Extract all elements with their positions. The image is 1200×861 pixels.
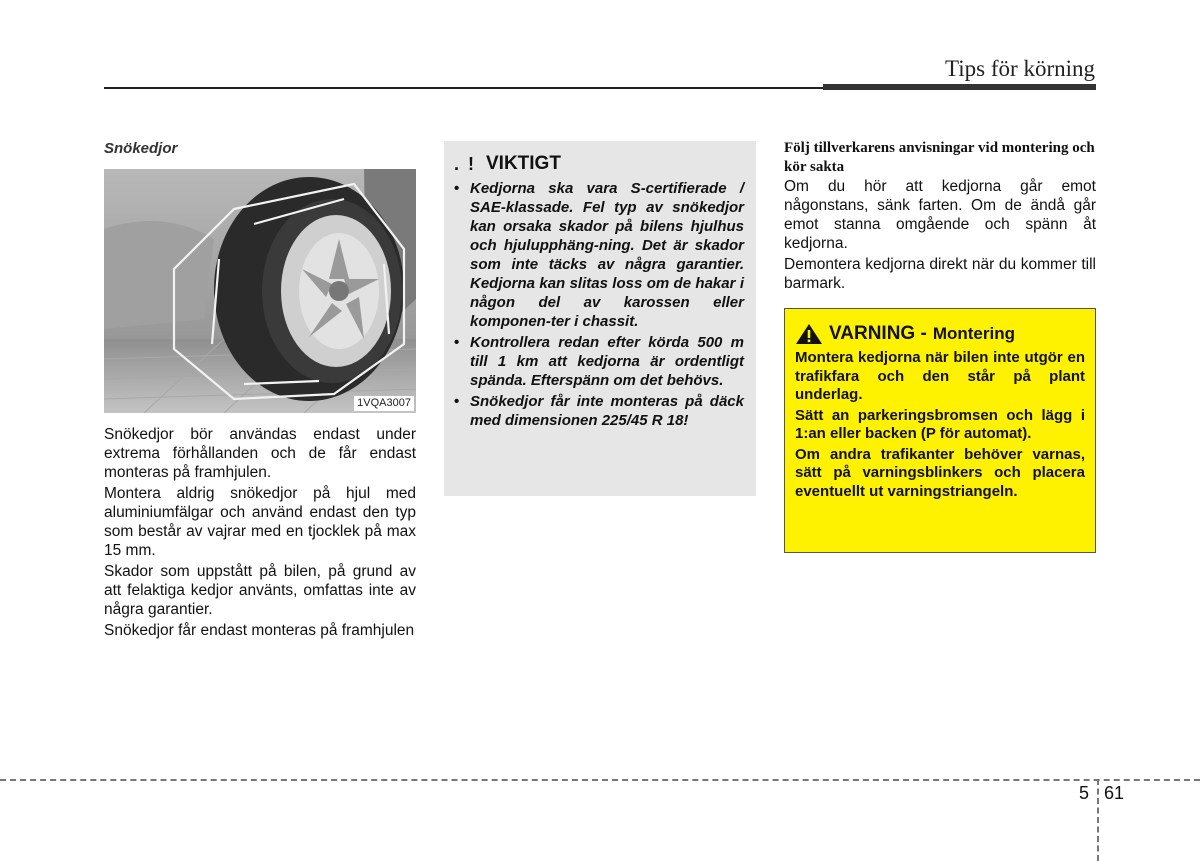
exclamation-icon: . ! — [454, 153, 476, 174]
important-notice-list — [454, 179, 744, 430]
tire-with-chain-illustration — [104, 169, 416, 413]
important-notice-title: VIKTIGT — [486, 153, 561, 174]
page-number: 61 — [1104, 783, 1125, 803]
footer-dashed-rule — [0, 779, 1200, 781]
snow-chain-figure — [104, 169, 416, 413]
body-paragraph: Snökedjor bör användas endast under extrema förhållanden och de får endast monteras på framhjulen. — [104, 426, 416, 481]
important-notice-box — [444, 141, 756, 496]
warning-box — [784, 308, 1096, 553]
warning-subtitle: Montering — [932, 324, 1015, 343]
body-paragraph: Om du hör att kedjorna går emot någonstans, sänk farten. Om de ändå går emot stanna omgående och spänn åt kedjorna. — [784, 178, 1096, 252]
footer-dashed-divider — [1097, 779, 1099, 861]
body-paragraph: Montera aldrig snökedjor på hjul med aluminiumfälgar och använd endast den typ som består av vajrar med en tjocklek på max 15 mm. — [104, 485, 416, 559]
list-item: • Kontrollera redan efter körda 500 m till 1 km att kedjorna är ordentligt spända. Efterspänn om det behövs. — [454, 333, 744, 390]
right-column — [784, 139, 1096, 293]
important-notice-header — [454, 151, 744, 177]
warning-title: VARNING - — [829, 323, 927, 344]
body-paragraph: Snökedjor får endast monteras på framhjulen — [104, 622, 415, 639]
left-column — [104, 139, 416, 640]
warning-triangle-icon — [795, 323, 823, 345]
instruction-subheading: Följ tillverkarens anvisningar vid montering och kör sakta — [784, 140, 1095, 175]
figure-code: 1VQA3007 — [354, 396, 414, 411]
list-item: • Snökedjor får inte monteras på däck med dimensionen 225/45 R 18! — [454, 392, 744, 430]
body-paragraph: Skador som uppstått på bilen, på grund av att felaktiga kedjor använts, omfattas inte av några garantier. — [104, 563, 416, 618]
chapter-number: 5 — [1079, 783, 1090, 803]
warning-paragraph: Montera kedjorna när bilen inte utgör en trafikfara och den står på plant underlag. — [795, 349, 1085, 403]
list-item: • Kedjorna ska vara S-certifierade / SAE-klassade. Fel typ av snökedjor kan orsaka skador på bilens hjulhus och hjulupphäng-ning. Det är skador som inte täcks av några garantier. Kedjorna kan slitas loss om de hakar i någon del av karossen eller komponen-ter i chassit. — [454, 179, 744, 331]
body-paragraph: Demontera kedjorna direkt när du kommer till barmark. — [784, 256, 1096, 292]
section-subheading: Snökedjor — [104, 140, 178, 157]
warning-header — [795, 321, 1085, 347]
header-accent-bar — [823, 84, 1096, 90]
warning-paragraph: Sätt an parkeringsbromsen och lägg i 1:an eller backen (P för automat). — [795, 406, 1085, 442]
page-header-title: Tips för körning — [945, 56, 1095, 81]
warning-paragraph: Om andra trafikanter behöver varnas, sätt på varningsblinkers och placera eventuellt ut varningstriangeln. — [795, 445, 1085, 500]
